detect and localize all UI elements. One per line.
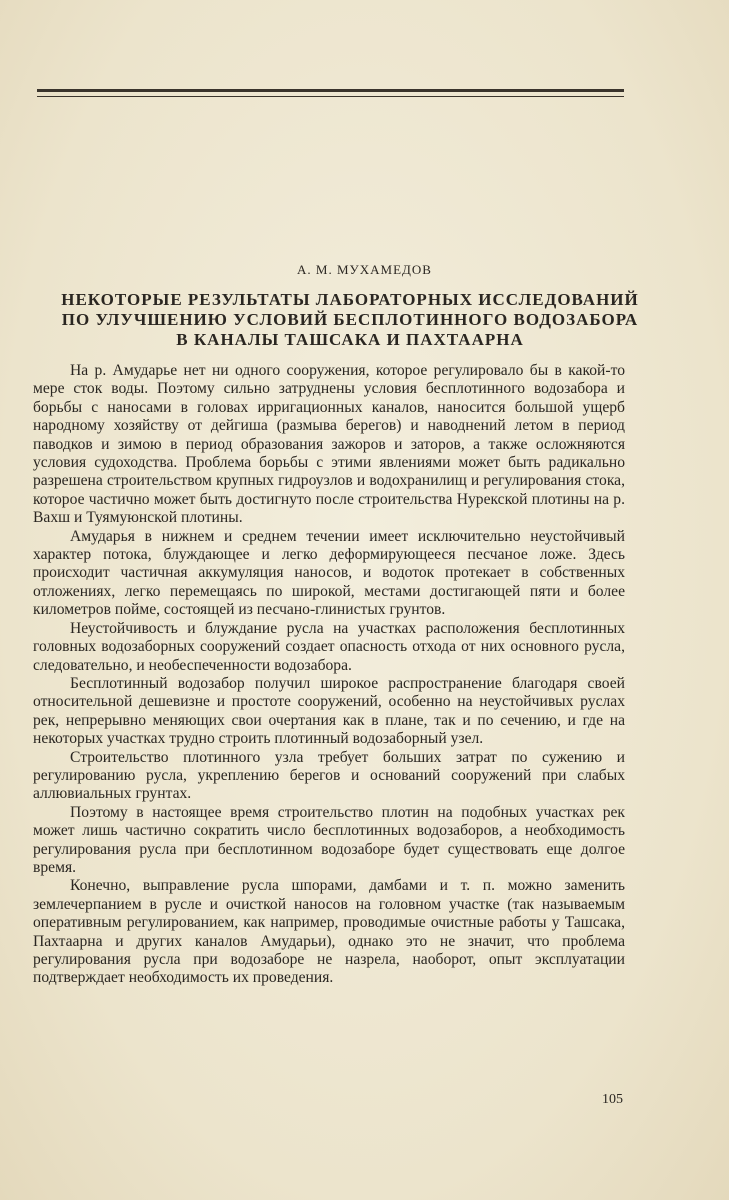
title-line: В КАНАЛЫ ТАШСАКА И ПАХТААРНА — [176, 330, 524, 349]
body-paragraph: Строительство плотинного узла требует больших затрат по сужению и регулированию русла, укреплению берегов и оснований сооружений при слабых аллювиальных грунтах. — [33, 748, 625, 803]
title-line: ПО УЛУЧШЕНИЮ УСЛОВИЙ БЕСПЛОТИННОГО ВОДОЗАБОРА — [61, 310, 639, 329]
body-paragraph: Бесплотинный водозабор получил широкое распространение благодаря своей относительной дешевизне и простоте сооружений, особенно на неустойчивых руслах рек, непрерывно меняющих свои очертания как в плане, так и по сечению, и где на некоторых участках трудно строить плотинный водозаборный узел. — [33, 674, 625, 748]
article-author: А. М. МУХАМЕДОВ — [297, 262, 432, 277]
page-number: 105 — [602, 1092, 623, 1107]
body-paragraph: Конечно, выправление русла шпорами, дамбами и т. п. можно заменить землечерпанием в русле и очисткой наносов на головном участке (так называемым оперативным регулированием, как например, проводимые очистные работы у Ташсака, Пахтаарна и других каналов Амударьи), однако это не значит, что проблема регулирования русла при водозаборе не назрела, наоборот, опыт эксплуатации подтверждает необходимость их проведения. — [33, 877, 625, 987]
article-body — [33, 362, 625, 988]
article-title — [40, 290, 660, 350]
body-paragraph: Амударья в нижнем и среднем течении имеет исключительно неустойчивый характер потока, блуждающее и легко деформирующееся песчаное ложе. Здесь происходит частичная аккумуляция наносов, и водоток протекает в собственных отложениях, легко перемещаясь по широкой, местами достигающей пяти и более километров пойме, состоящей из песчано-глинистых грунтов. — [33, 527, 625, 619]
title-line: НЕКОТОРЫЕ РЕЗУЛЬТАТЫ ЛАБОРАТОРНЫХ ИССЛЕДОВАНИЙ — [61, 290, 639, 309]
header-rule-thin — [37, 96, 624, 97]
body-paragraph: Неустойчивость и блуждание русла на участках расположения бесплотинных головных водозаборных сооружений создает опасность отхода от них основного русла, следовательно, и необеспеченности водозабора. — [33, 619, 625, 674]
header-rule-thick — [37, 89, 624, 92]
body-paragraph: На р. Амударье нет ни одного сооружения, которое регулировало бы в какой-то мере сток воды. Поэтому сильно затруднены условия бесплотинного водозабора и борьбы с наносами в головах ирригационных каналов, наносится большой ущерб народному хозяйству от дейгиша (размыва берегов) и наводнений летом в период паводков и зимою в период образования зажоров и заторов, а также осложняются условия судоходства. Проблема борьбы с этими явлениями может быть радикально разрешена строительством крупных гидроузлов и водохранилищ и регулирования стока, которое частично может быть достигнуто после строительства Нурекской плотины на р. Вахш и Туямуюнской плотины. — [33, 362, 625, 527]
body-paragraph: Поэтому в настоящее время строительство плотин на подобных участках рек может лишь частично сократить число бесплотинных водозаборов, а необходимость регулирования русла при бесплотинном водозаборе будет существовать еще долгое время. — [33, 803, 625, 876]
